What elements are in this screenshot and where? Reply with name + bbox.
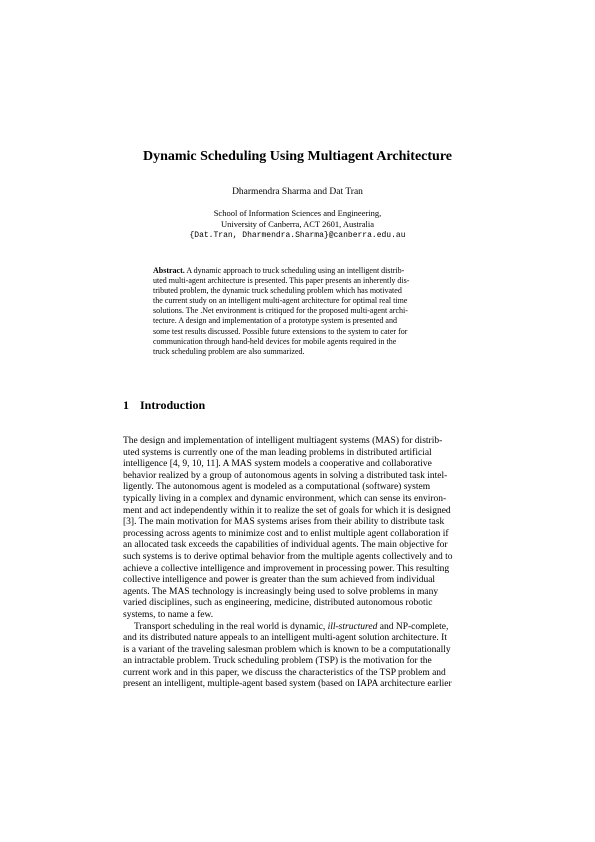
para2-text-c: and NP-complete, [377,621,449,632]
body-line: and its distributed nature appeals to an intelligent multi-agent solution architecture. It [123,633,447,644]
section-number: 1 [123,398,129,412]
section-heading [123,398,205,412]
abstract-line [153,266,441,276]
abstract-line-text: A dynamic approach to truck scheduling using an intelligent distrib- [184,266,405,275]
body-line [123,622,473,634]
body-line: such systems is to derive optimal behavior from the multiple agents collectively and to [123,551,453,562]
abstract-line: solutions. The .Net environment is critiqued for the proposed multi-agent archi- [153,306,408,316]
paper-authors: Dharmendra Sharma and Dat Tran [232,187,363,197]
abstract-line: communication through hand-held devices for mobile agents required in the [153,336,397,346]
body-line: systems, to name a few. [123,609,214,620]
body-line: agents. The MAS technology is increasingly being used to solve problems in many [123,586,439,597]
body-line: uted systems is currently one of the man leading problems in distributed artificial [123,447,432,458]
body-line: processing across agents to minimize cost and to enlist multiple agent collaboration if [123,528,449,539]
body-line: current work and in this paper, we discuss the characteristics of the TSP problem and [123,667,446,678]
body-line: ment and act independently within it to realize the set of goals for which it is designed [123,505,451,516]
abstract-line: some test results discussed. Possible future extensions to the system to cater for [153,326,408,336]
body-line: collective intelligence and power is greater than the sum achieved from individual [123,575,436,586]
body-line: [3]. The main motivation for MAS systems arises from their ability to distribute task [123,517,445,528]
para2-italic: ill-structured [327,621,378,632]
body-line: an intractable problem. Truck scheduling problem (TSP) is the motivation for the [123,656,432,667]
affiliation-email: {Dat.Tran, Dharmendra.Sharma}@canberra.edu.au [189,231,406,240]
affiliation [0,208,595,241]
body-line: achieve a collective intelligence and improvement in processing power. This resulting [123,563,450,574]
abstract-line: truck scheduling problem are also summarized. [153,346,305,356]
affiliation-line-2: University of Canberra, ACT 2601, Australia [220,219,375,229]
abstract [153,266,441,357]
body-text [123,436,473,691]
body-line: present an intelligent, multiple-agent based system (based on IAPA architecture earlier [123,679,452,690]
body-line: varied disciplines, such as engineering, medicine, distributed autonomous robotic [123,598,433,609]
para2-text-a: Transport scheduling in the real world is dynamic, [134,621,328,632]
paper-title: Dynamic Scheduling Using Multiagent Architecture [142,149,453,164]
body-line: typically living in a complex and dynamic environment, which can sense its environ- [123,493,447,504]
body-line: an allocated task exceeds the capabilities of individual agents. The main objective for [123,540,448,551]
body-line: behavior realized by a group of autonomous agents in solving a distributed task intel- [123,470,448,481]
body-line: The design and implementation of intelligent multiagent systems (MAS) for distrib- [123,436,443,446]
body-line: is a variant of the traveling salesman problem which is known to be a computationally [123,644,451,655]
abstract-line: tributed problem, the dynamic truck scheduling problem which has motivated [153,286,402,296]
abstract-line: tecture. A design and implementation of a prototype system is presented and [153,316,397,326]
abstract-label: Abstract. [153,266,185,275]
section-title: Introduction [140,398,206,412]
abstract-line: uted multi-agent architecture is presented. This paper presents an inherently dis- [153,276,410,286]
body-line: intelligence [4, 9, 10, 11]. A MAS system models a cooperative and collaborative [123,459,432,470]
body-line: ligently. The autonomous agent is modeled as a computational (software) system [123,482,431,493]
abstract-line: the current study on an intelligent multi-agent architecture for optimal real time [153,296,408,306]
affiliation-line-1: School of Information Sciences and Engineering, [213,208,382,218]
